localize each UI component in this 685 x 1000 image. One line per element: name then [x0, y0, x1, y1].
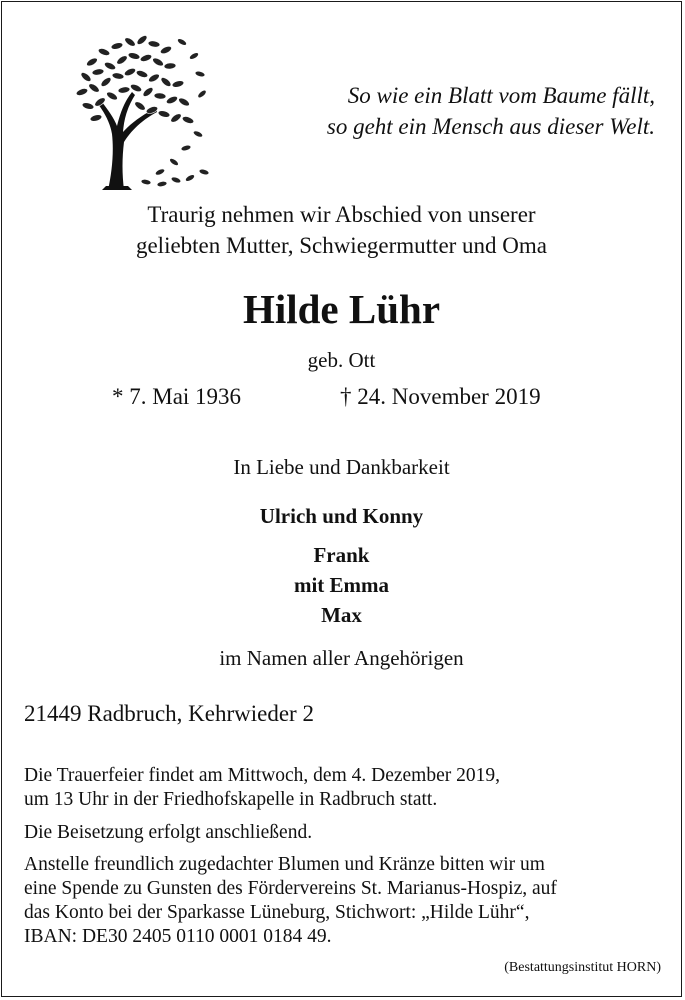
address: 21449 Radbruch, Kehrwieder 2: [24, 701, 314, 726]
quote-line-2: so geht ein Mensch aus dieser Welt.: [326, 114, 655, 139]
donation-line-2: eine Spende zu Gunsten des Fördervereins St. Marianus-Hospiz, auf: [24, 878, 557, 899]
donation-notice: [24, 853, 557, 949]
donation-line-4: IBAN: DE30 2405 0110 0001 0184 49.: [24, 926, 332, 947]
mourners-line-4: Max: [321, 603, 362, 627]
service-line-1: Die Trauerfeier findet am Mittwoch, dem 4. Dezember 2019,: [24, 765, 500, 786]
quote-line-1: So wie ein Blatt vom Baume fällt,: [347, 83, 655, 108]
birth-date: * 7. Mai 1936: [112, 384, 242, 409]
maiden-name: geb. Ott: [307, 348, 376, 372]
mourners-line-3: mit Emma: [293, 573, 390, 597]
mourners-group: [2, 540, 681, 630]
service-notice: [24, 764, 500, 812]
mourners-line-2: Frank: [313, 543, 370, 567]
tree-icon: [62, 22, 212, 192]
funeral-home-credit: (Bestattungsinstitut HORN): [504, 960, 661, 975]
intro-line-1: Traurig nehmen wir Abschied von unserer: [147, 202, 536, 227]
mourners-closing: im Namen aller Angehörigen: [219, 646, 464, 670]
death-date: † 24. November 2019: [340, 384, 541, 409]
intro-line-2: geliebten Mutter, Schwiegermutter und Oma: [135, 233, 548, 258]
intro-text: [2, 199, 681, 261]
mourners-intro: In Liebe und Dankbarkeit: [233, 455, 450, 479]
burial-notice: Die Beisetzung erfolgt anschließend.: [24, 822, 313, 843]
quote: [327, 80, 655, 142]
mourners-line-1: Ulrich und Konny: [259, 504, 424, 528]
service-line-2: um 13 Uhr in der Friedhofskapelle in Radbruch statt.: [24, 789, 438, 810]
donation-line-3: das Konto bei der Sparkasse Lüneburg, Stichwort: „Hilde Lühr“,: [24, 902, 530, 923]
donation-line-1: Anstelle freundlich zugedachter Blumen und Kränze bitten wir um: [24, 854, 545, 875]
deceased-name: Hilde Lühr: [242, 286, 441, 332]
obituary-card: [1, 1, 682, 997]
